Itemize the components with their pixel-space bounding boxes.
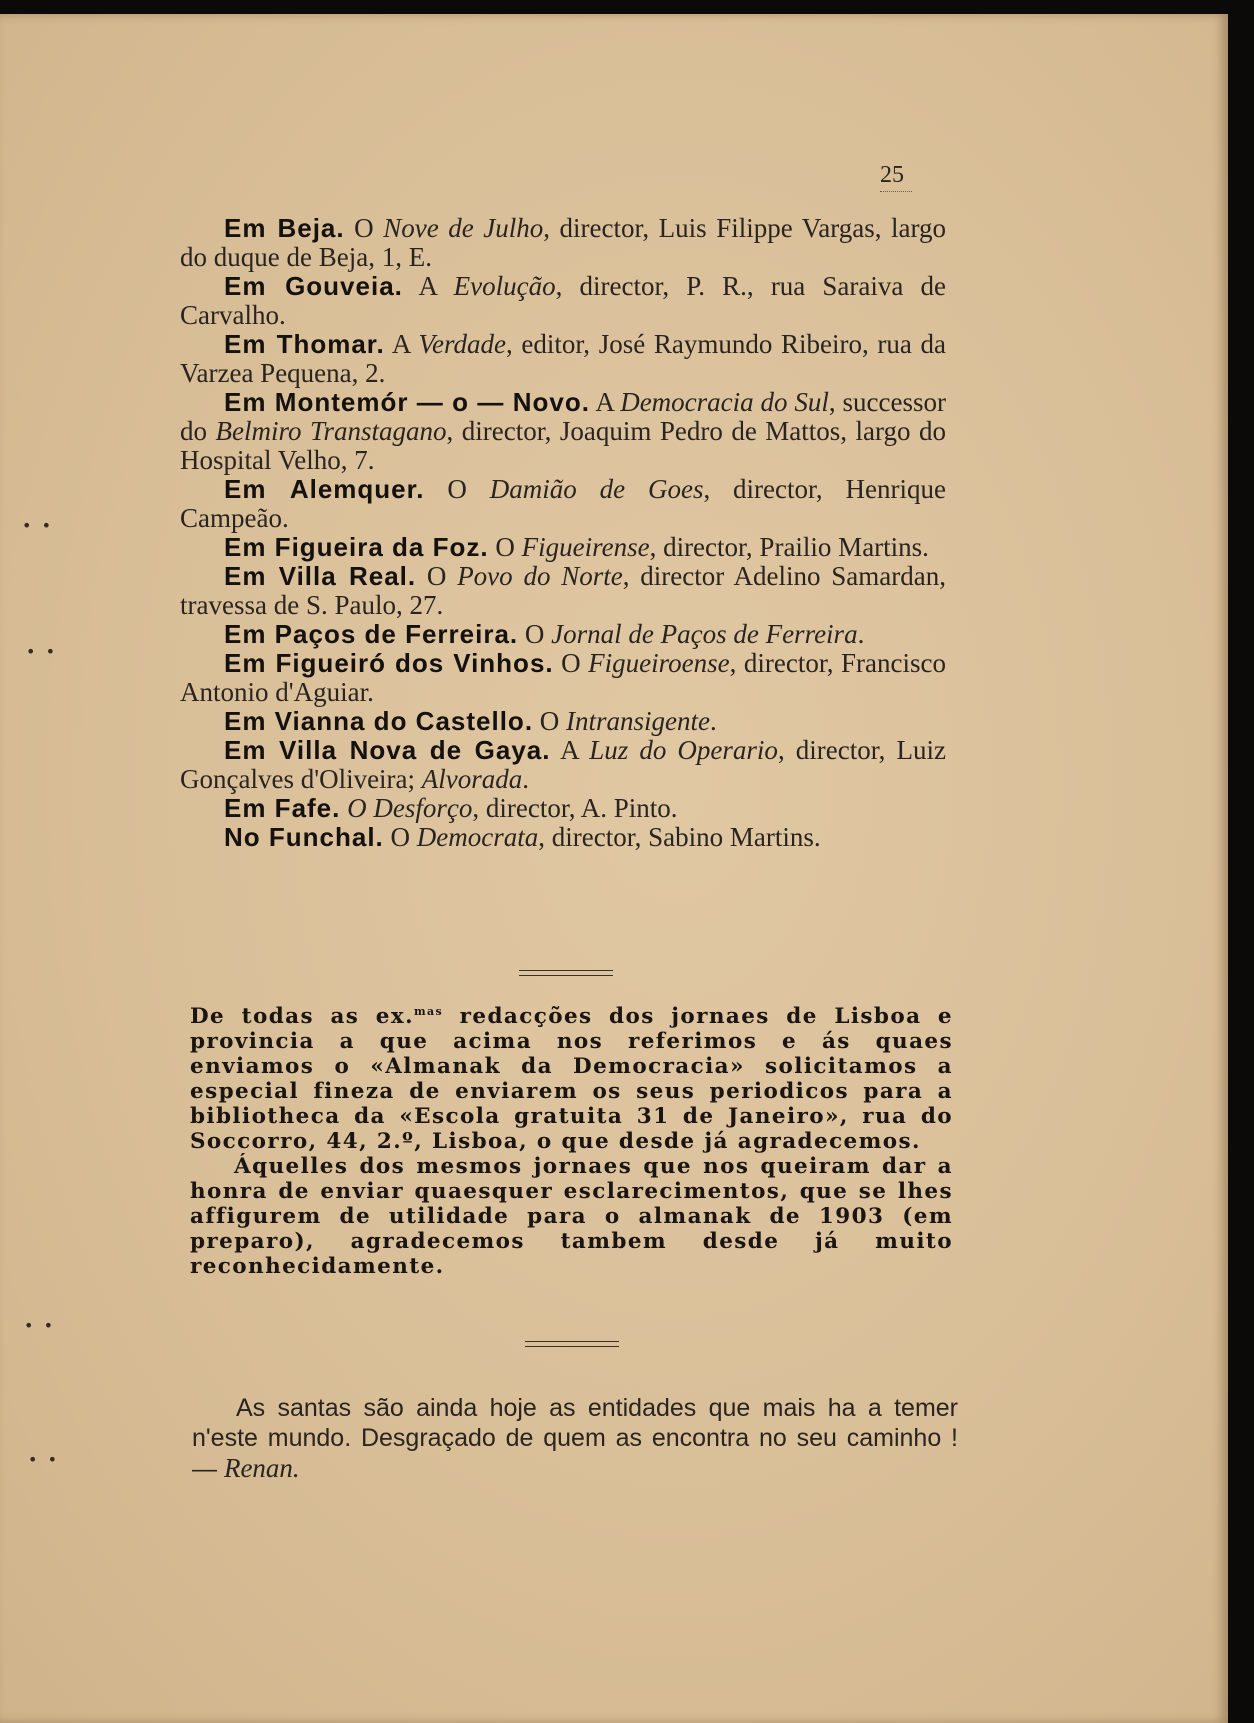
entry-place: Em Vianna do Castello. (224, 706, 534, 736)
entry-title: Figueiroense (588, 648, 730, 678)
entry-text: O (424, 474, 490, 504)
entry-place: Em Beja. (224, 213, 345, 243)
margin-mark: • • (22, 516, 52, 535)
newspaper-entry (180, 707, 946, 736)
newspaper-entry (180, 649, 946, 707)
entry-text: A (384, 329, 419, 359)
entry-place: Em Paços de Ferreira. (224, 619, 519, 649)
entry-text: O (533, 706, 567, 736)
entry-text: , director, Sabino Martins. (538, 822, 821, 852)
entry-title: Figueirense (521, 532, 650, 562)
entry-text: , director, Henrique Campeão. (180, 474, 946, 533)
entry-text: , director, Francisco Antonio d'Aguiar. (180, 648, 946, 707)
newspaper-entry (180, 736, 946, 794)
entry-title: O Desforço (347, 793, 473, 823)
entry-text: O (344, 213, 384, 243)
divider-rule (525, 1341, 619, 1347)
quote-author: Renan. (223, 1453, 300, 1483)
entry-text: A (550, 735, 590, 765)
quote-text: As santas são ainda hoje as entidades que mais ha a temer n'este mundo. Desgraçado de quem as encontra no seu caminho ! — (192, 1394, 958, 1483)
entry-place: Em Thomar. (224, 329, 385, 359)
entry-text: . (710, 706, 717, 736)
entry-text: , director, Luiz Gonçalves d'Oliveira; (180, 735, 946, 794)
entry-text: . (857, 619, 865, 649)
entry-place: Em Montemór — o — Novo. (224, 387, 590, 417)
newspaper-entry (180, 823, 946, 852)
newspaper-entry (180, 562, 946, 620)
newspaper-entry (180, 475, 946, 533)
entry-text: O (383, 822, 417, 852)
entry-title: Intransigente (566, 706, 711, 736)
entry-title: Evolução (453, 271, 556, 301)
entry-place: Em Alemquer. (224, 474, 425, 504)
entry-text: , director, Luis Filippe Vargas, largo do duque de Beja, 1, E. (180, 213, 947, 272)
entry-text: A (402, 271, 454, 301)
newspaper-entry (180, 330, 946, 388)
entry-text: O (488, 532, 522, 562)
notice-paragraph-1: De todas as ex.$^{mas}$ redacções dos jornaes de Lisboa e provincia a que acima nos referimos e ás quaes enviamos o «Almanak da Democracia» solicitamos a especial fineza de enviarem os seus periodicos para a bibliotheca da «Escola gratuita 31 de Janeiro», rua do Soccorro, 44, 2.º, Lisboa, o que desde já agradecemos. (190, 1004, 953, 1155)
entry-title: Povo do Norte (457, 561, 623, 591)
entry-place: Em Villa Nova de Gaya. (224, 735, 551, 765)
entry-place: No Funchal. (224, 822, 384, 852)
quote (192, 1393, 958, 1484)
entry-place: Em Figueiró dos Vinhos. (224, 648, 554, 678)
entry-title: Verdade (418, 329, 507, 359)
entry-text: , director Adelino Samardan, travessa de S. Paulo, 27. (180, 561, 946, 620)
entry-text: , director, Joaquim Pedro de Mattos, largo do Hospital Velho, 7. (180, 416, 946, 475)
newspaper-entry (180, 214, 946, 272)
margin-mark: • • (26, 642, 56, 661)
entry-title: Nove de Julho (383, 213, 544, 243)
entry-title: Damião de Goes (489, 474, 704, 504)
entry-place: Em Villa Real. (224, 561, 417, 591)
entry-title: Jornal de Paços de Ferreira (551, 619, 858, 649)
entry-text: , director, Prailio Martins. (649, 532, 929, 562)
entry-text: O (416, 561, 458, 591)
notice-block (190, 999, 953, 1279)
page-number: 25 (880, 162, 912, 192)
entry-text: A (589, 387, 621, 417)
entry-text: , director, P. R., rua Saraiva de Carvalho. (180, 271, 946, 330)
entry-title: Alvorada (421, 764, 523, 794)
page (0, 14, 1228, 1723)
newspaper-entry (180, 388, 946, 475)
entry-text: , editor, José Raymundo Ribeiro, rua da Varzea Pequena, 2. (180, 329, 946, 388)
newspaper-entry (180, 272, 946, 330)
entry-title: Democrata (416, 822, 539, 852)
entry-text: . (522, 764, 530, 794)
entry-place: Em Figueira da Foz. (224, 532, 489, 562)
entry-place: Em Fafe. (224, 793, 341, 823)
entry-text: , successor do (180, 387, 946, 446)
entry-text: O (518, 619, 552, 649)
entry-text: O (553, 648, 589, 678)
newspaper-entry (180, 794, 946, 823)
divider-rule (519, 970, 613, 976)
notice-paragraph-2: Áquelles dos mesmos jornaes que nos queiram dar a honra de enviar quaesquer esclarecimentos, que se lhes affigurem de utilidade para o almanak de 1903 (em preparo), agradecemos tambem desde já muito reconhecidamente. (190, 1154, 953, 1280)
entry-text: , director, A. Pinto. (472, 793, 678, 823)
entry-title: Democracia do Sul (620, 387, 829, 417)
newspaper-entry (180, 620, 946, 649)
entry-place: Em Gouveia. (224, 271, 403, 301)
newspaper-list (180, 214, 946, 852)
margin-mark: • • (28, 1450, 58, 1469)
newspaper-entry (180, 533, 946, 562)
entry-title: Luz do Operario (589, 735, 778, 765)
entry-title: Belmiro Transtagano (215, 416, 447, 446)
margin-mark: • • (24, 1316, 54, 1335)
